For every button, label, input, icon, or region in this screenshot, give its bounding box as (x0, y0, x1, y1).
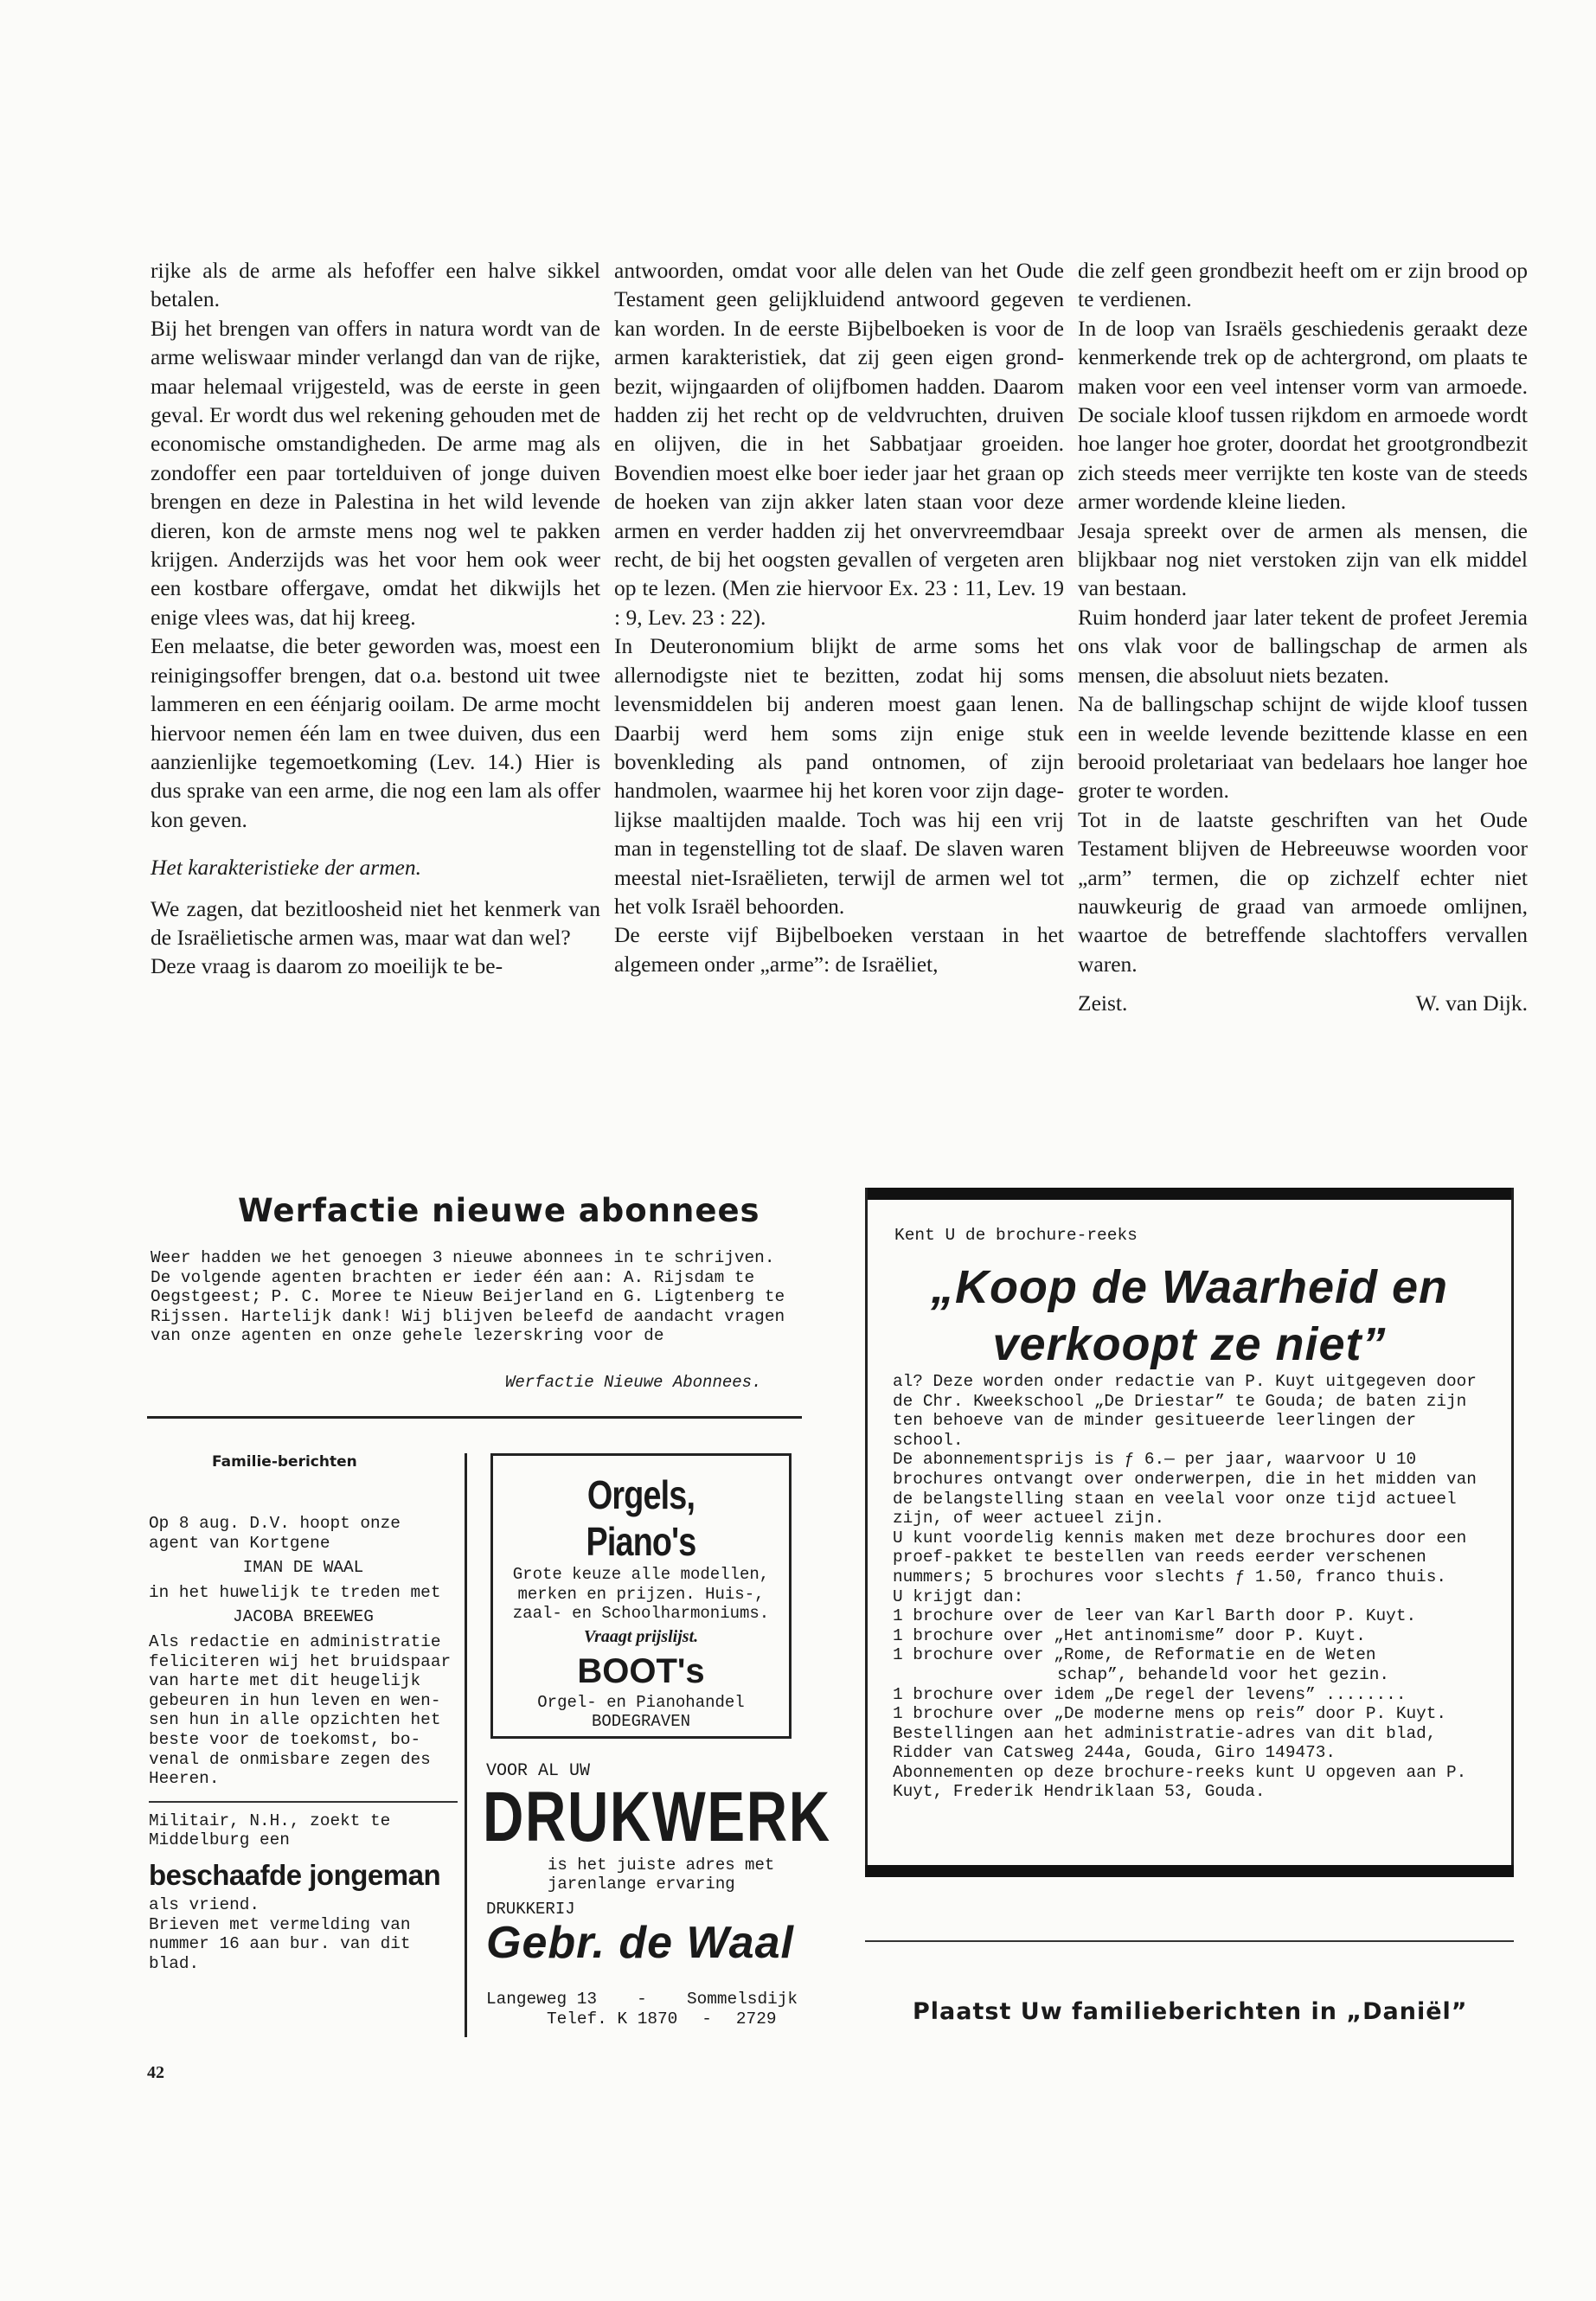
ad-text: Militair, N.H., zoekt te Middelburg een (149, 1811, 391, 1850)
article-paragraph: Deze vraag is daarom zo moeilijk te be- (151, 953, 503, 979)
article-place: Zeist. (1078, 990, 1128, 1016)
brochure-paragraph: De abonnementsprijs is ƒ 6.— per jaar, waarvoor U 10 brochures ontvangt over onderwerpen, die in het midden van de belangstelling staan en veelal voor onze tijd actueel zijn, of weer actueel zijn. (893, 1450, 1477, 1529)
section-heading: Het karakteristieke der armen. (151, 855, 421, 881)
drukwerk-dash: - (702, 2009, 712, 2029)
brochure-title-line: verkoopt ze niet” (992, 1318, 1387, 1370)
drukwerk-title: DRUKWERK (483, 1778, 831, 1856)
werfactie-title: Werfactie nieuwe abonnees (238, 1192, 760, 1229)
brochure-paragraph: U kunt voordelig kennis maken met deze brochures door een proef-pakket te bestellen van reeds eerder verschenen nummers; 5 brochures voor slechts ƒ 1.50, franco thuis. (893, 1528, 1467, 1586)
page-number: 42 (147, 2063, 164, 2082)
article-column-2 (614, 256, 1064, 978)
orgels-brand: BOOT's (577, 1651, 705, 1690)
article-paragraph: Na de ballingschap schijnt de wijde kloof tussen een in weelde levende bezittende klasse en een berooid proletariaat van bedelaars hoe langer hoe groter te worden. (1078, 691, 1528, 804)
article-paragraph: We zagen, dat bezitloosheid niet het kenmerk van de Israëlietische armen was, maar wat dan wel? (151, 895, 600, 950)
divider (149, 1801, 458, 1803)
divider (465, 1453, 467, 2037)
orgels-city: BODEGRAVEN (591, 1712, 691, 1731)
familieberichten-notice: Plaatst Uw familieberichten in „Daniël” (913, 1998, 1468, 2025)
box-border-bottom (865, 1865, 1514, 1877)
familie-text: in het huwelijk te treden met (149, 1582, 441, 1602)
article-paragraph: die zelf geen grondbezit heeft om er zijn brood op te verdienen. (1078, 258, 1528, 312)
drukwerk-telephone: Telef. K 1870 (547, 2009, 678, 2029)
article-paragraph: Tot in de laatste geschriften van het Oude Testament blijven de Hebreeuwse woorden voor „arm” termen, die op zichzelf echter niet nauwkeurig de graad van armoede omlijnen, waartoe de betreffende slachtoffers vervallen waren. (1078, 806, 1528, 977)
familie-title: Familie-berichten (212, 1453, 357, 1471)
brochure-item: 1 brochure over „Rome, de Reformatie en de Weten (893, 1645, 1376, 1665)
box-border-top (865, 1188, 1514, 1200)
article-column-1 (151, 256, 600, 981)
article-paragraph: Jesaja spreekt over de armen als mensen, die blijkbaar nog niet verstoken zijn van elk middel van bestaan. (1078, 517, 1528, 601)
brochure-item: schap”, behandeld voor het gezin. (1057, 1664, 1389, 1684)
drukwerk-company: Gebr. de Waal (486, 1918, 794, 1968)
drukwerk-dash: - (637, 1990, 647, 2009)
drukwerk-street: Langeweg 13 (486, 1990, 597, 2009)
brochure-paragraph: al? Deze worden onder redactie van P. Kuyt uitgegeven door de Chr. Kweekschool „De Driestar” te Gouda; de baten zijn ten behoeve van de minder gesitueerde leerlingen der school. (893, 1372, 1477, 1450)
brochure-body (893, 1372, 1488, 1802)
orgels-text: Grote keuze alle modellen, merken en prijzen. Huis-, zaal- en Schoolharmoniums. (512, 1565, 770, 1623)
ad-text: als vriend. (149, 1894, 260, 1914)
drukwerk-telephone-number: 2729 (735, 2009, 777, 2029)
brochure-advertisement (865, 1188, 1514, 1880)
brochure-paragraph: Bestellingen aan het administratie-adres van dit blad, Ridder van Catsweg 244a, Gouda, Giro 149473. (893, 1723, 1437, 1763)
ad-text: Brieven met vermelding van nummer 16 aan bur. van dit blad. (149, 1914, 411, 1973)
orgels-pricelist: Vraagt prijslijst. (583, 1626, 699, 1646)
groom-name: IMAN DE WAAL (242, 1558, 364, 1578)
brochure-item: 1 brochure over „Het antinomisme” door P. Kuyt. (893, 1625, 1366, 1645)
familie-section (149, 1514, 458, 1973)
familie-text: Als redactie en administratie feliciteren wij het bruidspaar van harte met dit heugelijk gebeuren in hun leven en wensen hun in alle opzichten het beste voor de toekomst, bovenal de onmisbare zegen des Heeren. (149, 1631, 452, 1789)
divider (865, 1940, 1514, 1942)
article-column-3 (1078, 256, 1528, 1018)
drukwerk-label: DRUKKERIJ (486, 1900, 575, 1919)
brochure-paragraph: U krijgt dan: (893, 1586, 1024, 1606)
brochure-item: 1 brochure over de leer van Karl Barth door P. Kuyt. (893, 1606, 1417, 1626)
brochure-intro: Kent U de brochure-reeks (894, 1226, 1138, 1245)
orgels-advertisement (490, 1453, 792, 1739)
brochure-paragraph: Abonnementen op deze brochure-reeks kunt U opgeven aan P. Kuyt, Frederik Hendriklaan 53, Gouda. (893, 1762, 1467, 1802)
drukwerk-address (486, 1990, 798, 2029)
drukwerk-city: Sommelsdijk (686, 1990, 798, 2009)
divider (147, 1416, 802, 1419)
article-paragraph: Bij het brengen van offers in natura wordt van de arme weliswaar minder verlangd dan van de rijke, maar helemaal vrijgesteld, was de eerste in geen geval. Er wordt dus wel rekening gehouden met de economische omstandigheden. De arme mag als zondoffer een paar tortelduiven of jonge duiven brengen en deze in Palestina in het wild levende dieren, kon de armste mens nog wel te pakken krijgen. Anderzijds was het voor hem ook weer een kostbare offergave, omdat het dikwijls het enige vlees was, dat hij kreeg. (151, 315, 600, 630)
article-paragraph: antwoorden, omdat voor alle delen van het Oude Testament geen gelijkluidend antwoord gegeven kan worden. In de eerste Bijbelboeken is voor de armen karakteristiek, dat zij geen eigen grondbezit, wijngaarden of olijfbomen hadden. Daarom hadden zij het recht op de veldvruchten, druiven en olijven, die in het Sabbatjaar groeiden. Bovendien moest elke boer ieder jaar het graan op de hoeken van zijn akker laten staan voor deze armen en verder hadden zij het onvervreemdbaar recht, de bij het oogsten gevallen of vergeten aren op te lezen. (Men zie hiervoor Ex. 23 : 11, Lev. 19 : 9, Lev. 23 : 22). (614, 258, 1064, 630)
orgels-title: Orgels, Piano's (586, 1472, 696, 1564)
article-paragraph: rijke als de arme als hefoffer een halve sikkel betalen. (151, 258, 600, 312)
brochure-title (865, 1259, 1514, 1373)
drukwerk-intro: VOOR AL UW (486, 1761, 591, 1781)
orgels-company: Orgel- en Pianohandel (537, 1692, 745, 1712)
brochure-title-line: „Koop de Waarheid en (930, 1261, 1449, 1313)
brochure-item: 1 brochure over idem „De regel der levens” ........ (893, 1684, 1407, 1704)
bride-name: JACOBA BREEWEG (233, 1607, 374, 1627)
familie-text: Op 8 aug. D.V. hoopt onze agent van Kortgene (149, 1514, 401, 1553)
article-paragraph: In de loop van Israëls geschiedenis geraakt deze kenmerkende trek op de achtergrond, om plaats te maken voor een veel intenser vorm van armoede. De sociale kloof tussen rijkdom en armoede wordt hoe langer hoe groter, doordat het grootgrondbezit zich steeds meer verrijkte ten koste van de steeds armer wordende kleine lieden. (1078, 315, 1528, 515)
article-paragraph: Ruim honderd jaar later tekent de profeet Jeremia ons vlak voor de ballingschap de armen als mensen, die absoluut niets bezaten. (1078, 604, 1528, 688)
werfactie-body: Weer hadden we het genoegen 3 nieuwe abonnees in te schrijven. De volgende agenten brachten er ieder één aan: A. Rijsdam te Oegstgeest; P. C. Moree te Nieuw Beijerland en G. Ligtenberg te Rijssen. Hartelijk dank! Wij blijven beleefd de aandacht vragen van onze agenten en onze gehele lezerskring voor de (151, 1248, 785, 1346)
werfactie-signature: Werfactie Nieuwe Abonnees. (505, 1373, 762, 1392)
ad-title: beschaafde jongeman (149, 1858, 441, 1891)
article-paragraph: De eerste vijf Bijbelboeken verstaan in het algemeen onder „arme”: de Israëliet, (614, 922, 1064, 977)
article-author: W. van Dijk. (1415, 990, 1528, 1016)
brochure-item: 1 brochure over „De moderne mens op reis” door P. Kuyt. (893, 1704, 1446, 1724)
article-signoff (1078, 989, 1528, 1017)
article-paragraph: Een melaatse, die beter geworden was, moest een reinigingsoffer brengen, dat o.a. bestond uit twee lammeren en een éénjarig ooilam. De arme mocht hiervoor nemen één lam en twee duiven, dus een aanzienlijke tegemoetkoming (Lev. 14.) Hier is dus sprake van een arme, die nog een lam als offer kon geven. (151, 633, 600, 832)
drukwerk-subtitle: is het juiste adres met jarenlange ervaring (548, 1856, 775, 1894)
article-paragraph: In Deuteronomium blijkt de arme soms het allernodigste niet te bezitten, zodat hij soms levensmiddelen bij anderen moest gaan lenen. Daarbij werd hem soms zijn enige stuk bovenkleding als pand ontnomen, of zijn handmolen, waarmee hij het koren voor zijn dagelijkse maaltijden maalde. Toch was hij een vrij man in tegenstelling tot de slaaf. De slaven waren meestal niet-Israëlieten, terwijl de armen wel tot het volk Israël behoorden. (614, 633, 1064, 919)
